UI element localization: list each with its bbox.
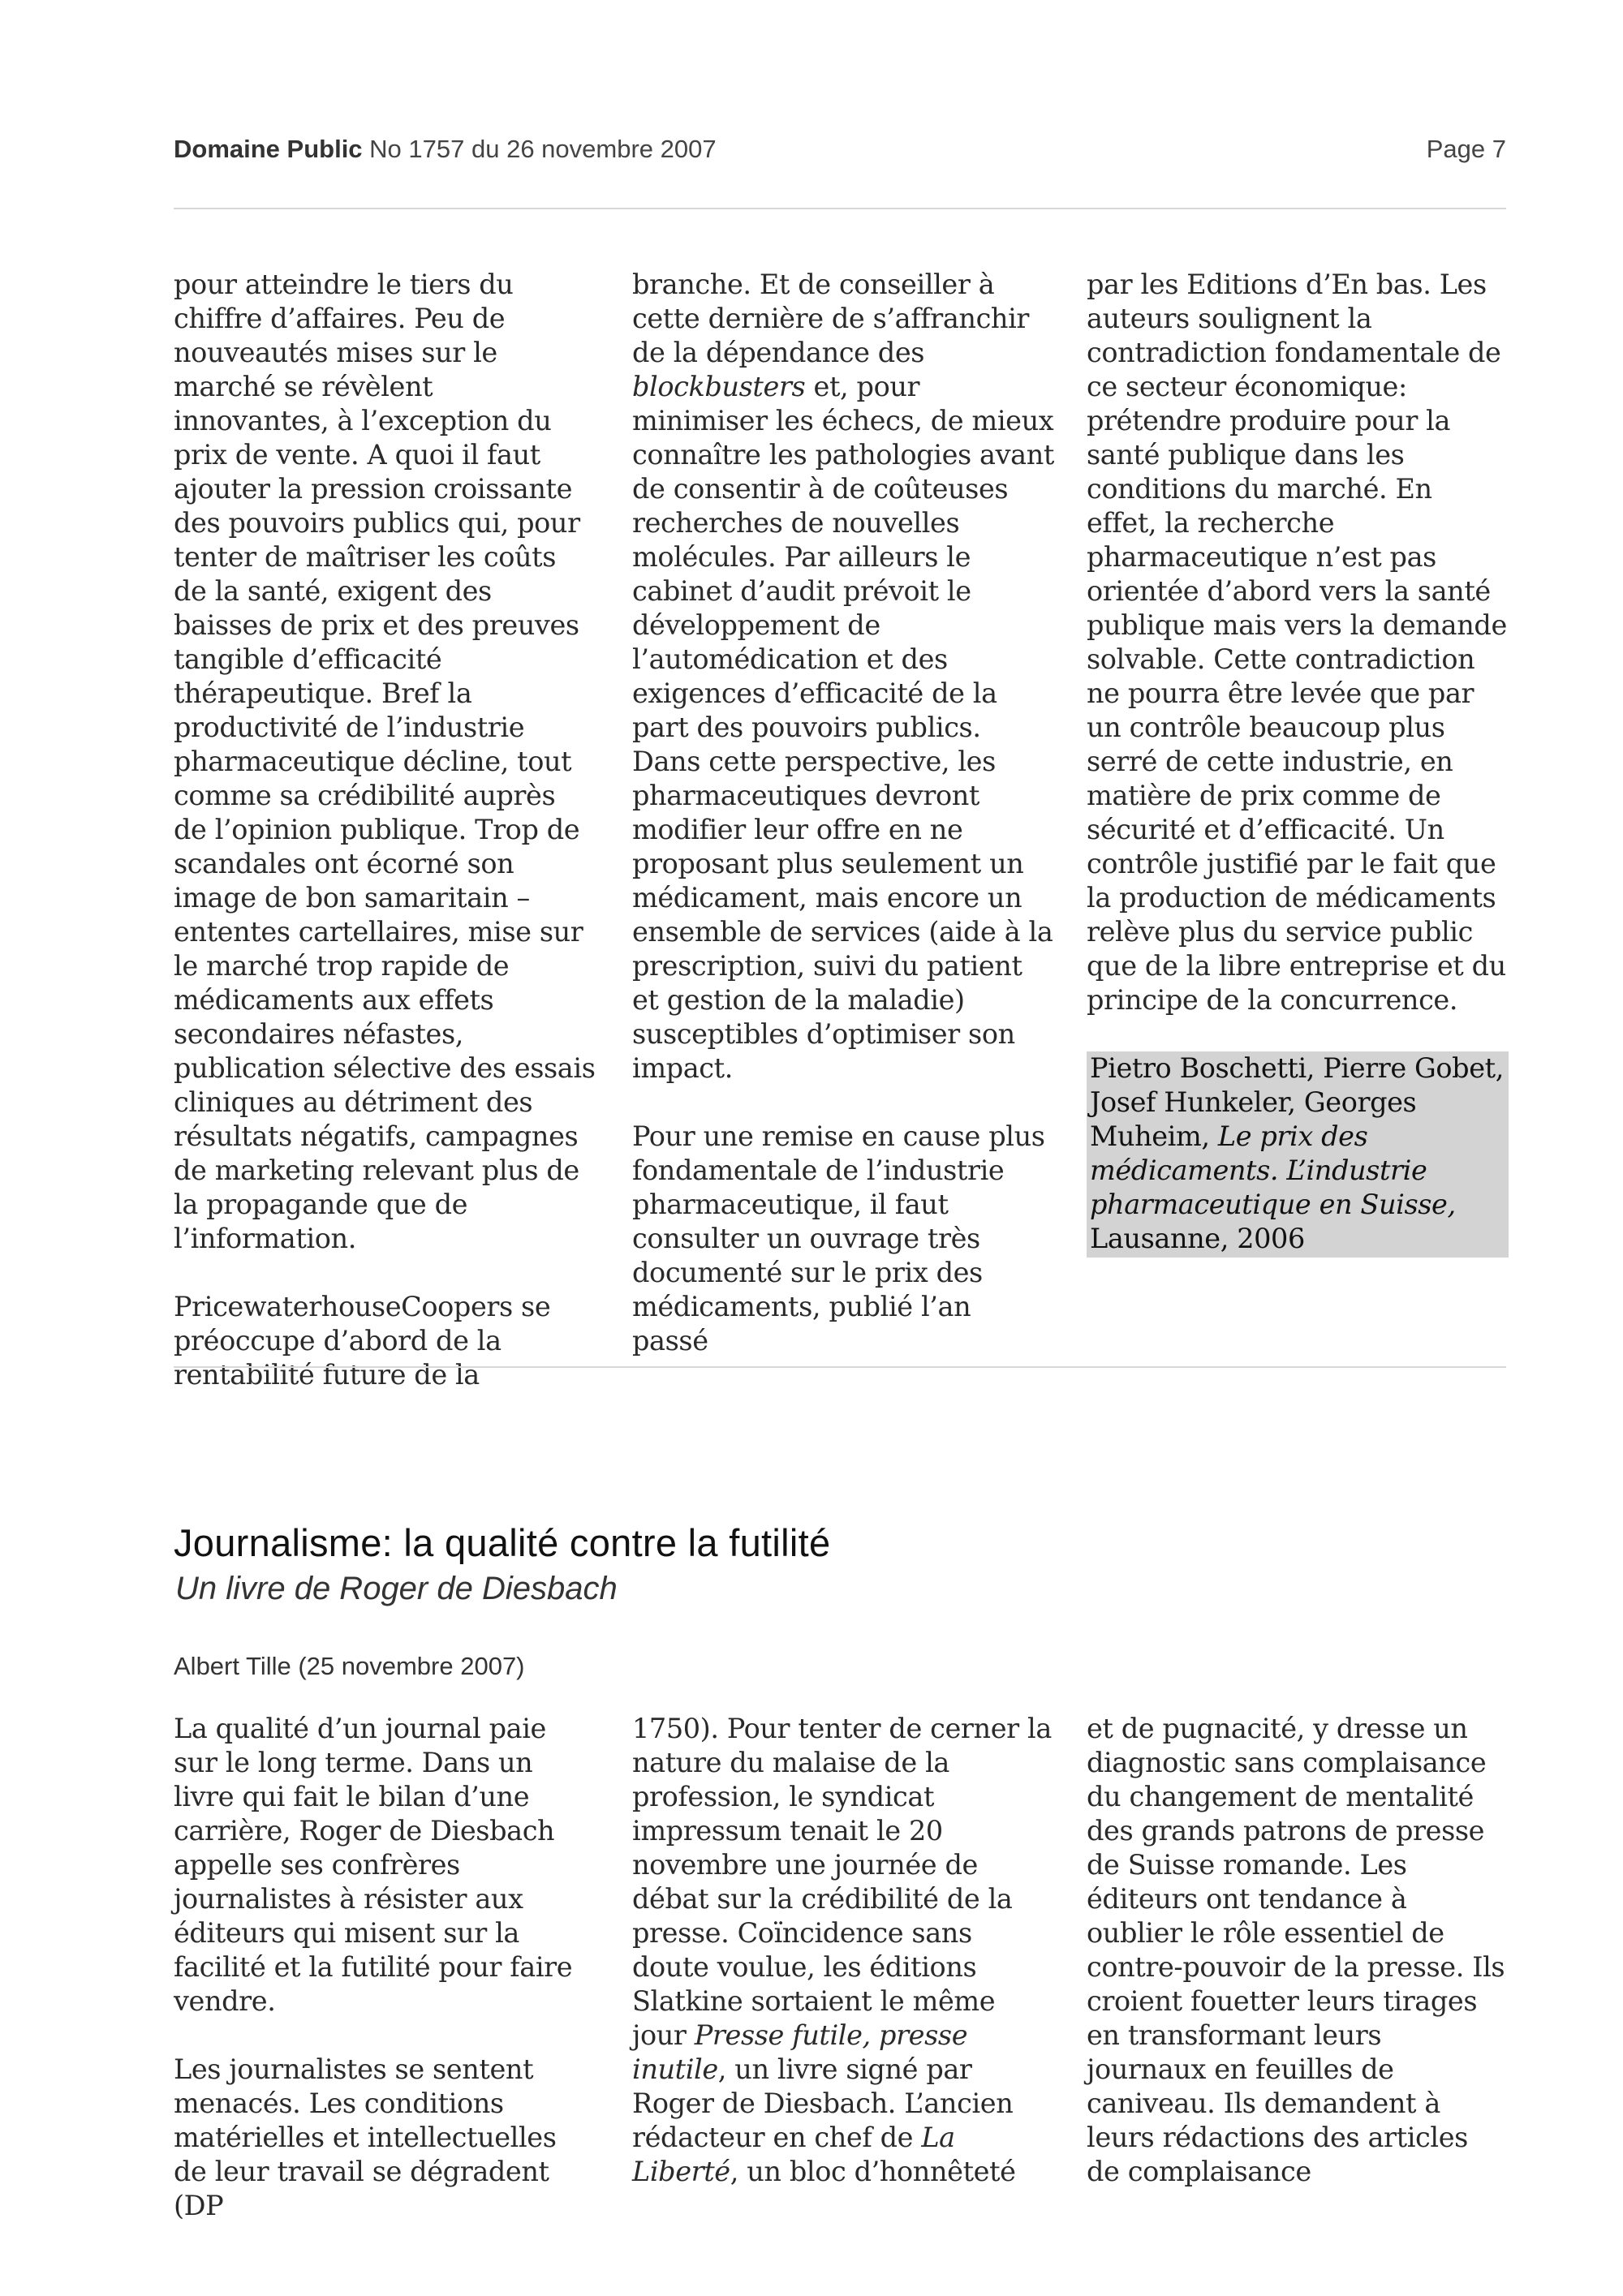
citation-title: Le prix des médicaments. L’industrie pharmaceutique en Suisse, bbox=[1090, 1120, 1456, 1220]
paragraph: et de pugnacité, y dresse un diagnostic sans complaisance du changement de mentalité des grands patrons de presse de Suisse romande. Les éditeurs ont tendance à oublier le rôle essentiel de contre-pouvoir de la presse. Ils croient fouetter leurs tirages en transformant leurs journaux en feuilles de caniveau. Ils demandent à leurs rédactions des articles de complaisance bbox=[1087, 1713, 1505, 2187]
article1-column-2 bbox=[632, 268, 1054, 1358]
text-run: , un livre signé par Roger de Diesbach. L’ancien rédacteur en chef de bbox=[632, 2053, 1014, 2153]
italic-term: blockbusters bbox=[632, 371, 806, 402]
header-divider bbox=[174, 208, 1506, 209]
page-header bbox=[174, 135, 1506, 167]
article-divider bbox=[174, 1366, 1506, 1368]
article-subtitle: Un livre de Roger de Diesbach bbox=[175, 1571, 618, 1606]
paragraph: par les Editions d’En bas. Les auteurs soulignent la contradiction fondamentale de ce secteur économique: prétendre produire pour la santé publique dans les conditions du marché. En effet, la recherche pharmaceutique n’est pas orientée d’abord vers la santé publique mais vers la demande solvable. Cette contradiction ne pourra être levée que par un contrôle beaucoup plus serré de cette industrie, en matière de prix comme de sécurité et d’efficacité. Un contrôle justifié par le fait que la production de médicaments relève plus du service public que de la libre entreprise et du principe de la concurrence. bbox=[1087, 269, 1507, 1016]
article2-column-3 bbox=[1087, 1712, 1509, 2189]
article-byline: Albert Tille (25 novembre 2007) bbox=[174, 1652, 525, 1680]
article1-column-3 bbox=[1087, 268, 1509, 1258]
text-run: et, pour minimiser les échecs, de mieux connaître les pathologies avant de consentir à de coûteuses recherches de nouvelles molécules. Par ailleurs le cabinet d’audit prévoit le développement de l’automédication et des exigences d’efficacité de la part des pouvoirs publics. Dans cette perspective, les pharmaceutiques devront modifier leur offre en ne proposant plus seulement un médicament, mais encore un ensemble de services (aide à la prescription, suivi du patient et gestion de la maladie) susceptibles d’optimiser son impact. bbox=[632, 371, 1054, 1084]
citation-authors: Pietro Boschetti, Pierre Gobet, Josef Hunkeler, Georges Muheim, bbox=[1090, 1052, 1504, 1152]
paragraph: Pour une remise en cause plus fondamentale de l’industrie pharmaceutique, il faut consulter un ouvrage très documenté sur le prix des médicaments, publié l’an passé bbox=[632, 1120, 1045, 1357]
issue-info: No 1757 du 26 novembre 2007 bbox=[369, 135, 717, 163]
paragraph: pour atteindre le tiers du chiffre d’affaires. Peu de nouveautés mises sur le marché se révèlent innovantes, à l’exception du prix de vente. A quoi il faut ajouter la pression croissante des pouvoirs publics qui, pour tenter de maîtriser les coûts de la santé, exigent des baisses de prix et des preuves tangible d’efficacité thérapeutique. Bref la productivité de l’industrie pharmaceutique décline, tout comme sa crédibilité auprès de l’opinion publique. Trop de scandales ont écorné son image de bon samaritain – ententes cartellaires, mise sur le marché trop rapide de médicaments aux effets secondaires néfastes, publication sélective des essais cliniques au détriment des résultats négatifs, campagnes de marketing relevant plus de la propagande que de l’information. bbox=[174, 269, 596, 1254]
paragraph bbox=[632, 268, 1054, 1086]
text-run: branche. Et de conseiller à cette dernière de s’affranchir de la dépendance des bbox=[632, 269, 1030, 368]
text-run: 1750). Pour tenter de cerner la nature du malaise de la profession, le syndicat impressum tenait le 20 novembre une journée de débat sur la crédibilité de la presse. Coïncidence sans doute voulue, les éditions Slatkine sortaient le même jour bbox=[632, 1713, 1052, 2051]
citation-place: Lausanne, 2006 bbox=[1090, 1223, 1305, 1254]
article2-column-2 bbox=[632, 1712, 1054, 2189]
page-number: Page 7 bbox=[1426, 135, 1506, 163]
italic-book-title: Presse futile, presse inutile bbox=[632, 2019, 968, 2085]
paragraph: La qualité d’un journal paie sur le long terme. Dans un livre qui fait le bilan d’une carrière, Roger de Diesbach appelle ses confrères journalistes à résister aux éditeurs qui misent sur la facilité et la futilité pour faire vendre. bbox=[174, 1713, 573, 2017]
text-run: , un bloc d’honnêteté bbox=[730, 2156, 1016, 2187]
paragraph bbox=[632, 1712, 1054, 2189]
article-title: Journalisme: la qualité contre la futilité bbox=[174, 1521, 831, 1564]
paragraph: Les journalistes se sentent menacés. Les conditions matérielles et intellectuelles de leur travail se dégradent (DP bbox=[174, 2053, 557, 2221]
italic-newspaper-name: La Liberté bbox=[632, 2122, 955, 2187]
paragraph: PricewaterhouseCoopers se préoccupe d’abord de la rentabilité future de la bbox=[174, 1291, 551, 1391]
article1-column-1 bbox=[174, 268, 596, 1392]
publication-name: Domaine Public bbox=[174, 135, 363, 163]
article2-column-1 bbox=[174, 1712, 596, 2223]
book-citation-box bbox=[1087, 1051, 1509, 1258]
